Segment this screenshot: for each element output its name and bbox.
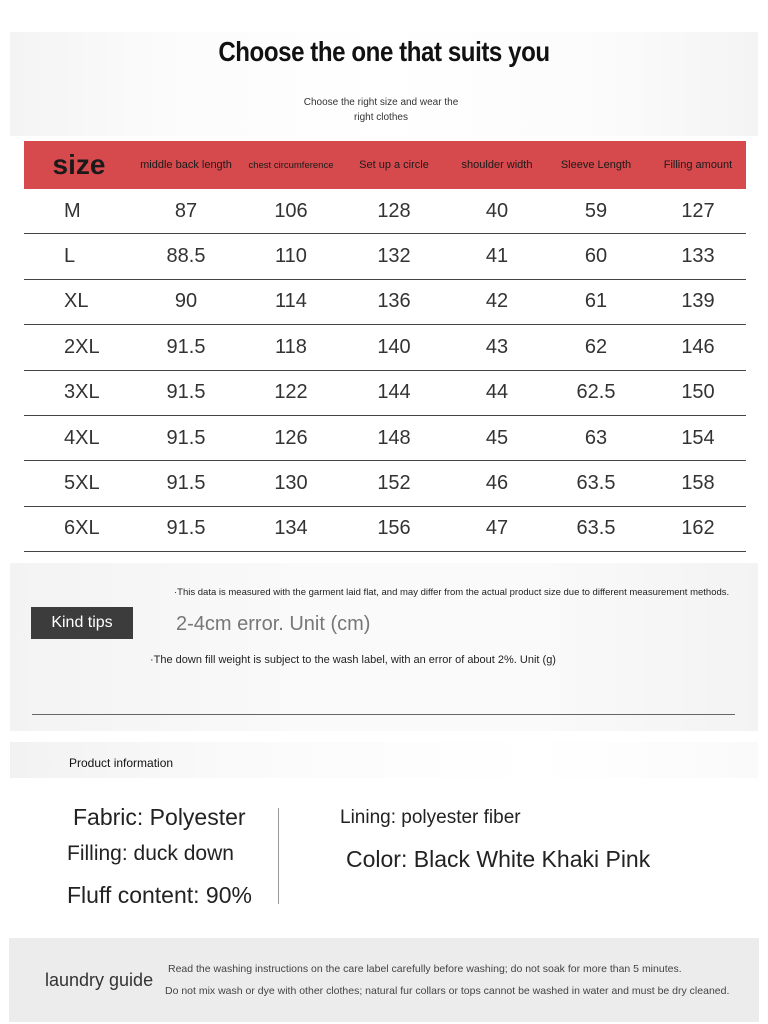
table-cell: 154 bbox=[650, 415, 746, 460]
table-cell: 46 bbox=[452, 461, 542, 506]
table-cell: 62 bbox=[542, 325, 650, 370]
table-cell: 139 bbox=[650, 279, 746, 324]
table-row bbox=[24, 325, 746, 370]
column-header-middle-back-length: middle back length bbox=[126, 141, 246, 189]
table-cell: 91.5 bbox=[126, 506, 246, 551]
table-cell: 128 bbox=[336, 189, 452, 234]
table-cell: 132 bbox=[336, 234, 452, 279]
size-cell: 4XL bbox=[24, 415, 126, 460]
table-cell: 136 bbox=[336, 279, 452, 324]
column-header-size: size bbox=[24, 141, 126, 189]
product-filling: Filling: duck down bbox=[67, 842, 234, 865]
table-cell: 133 bbox=[650, 234, 746, 279]
table-cell: 158 bbox=[650, 461, 746, 506]
table-cell: 63.5 bbox=[542, 461, 650, 506]
table-cell: 40 bbox=[452, 189, 542, 234]
table-cell: 61 bbox=[542, 279, 650, 324]
size-cell: 3XL bbox=[24, 370, 126, 415]
product-fluff-content: Fluff content: 90% bbox=[67, 882, 252, 908]
product-fabric: Fabric: Polyester bbox=[73, 804, 246, 830]
table-cell: 110 bbox=[246, 234, 336, 279]
table-cell: 146 bbox=[650, 325, 746, 370]
table-row bbox=[24, 189, 746, 234]
table-cell: 140 bbox=[336, 325, 452, 370]
table-cell: 91.5 bbox=[126, 325, 246, 370]
table-row bbox=[24, 234, 746, 279]
table-cell: 91.5 bbox=[126, 461, 246, 506]
table-cell: 43 bbox=[452, 325, 542, 370]
kind-tips-error-note: 2-4cm error. Unit (cm) bbox=[176, 613, 371, 635]
table-cell: 47 bbox=[452, 506, 542, 551]
table-cell: 150 bbox=[650, 370, 746, 415]
column-header-chest-circumference: chest circumference bbox=[246, 141, 336, 189]
kind-tips-badge: Kind tips bbox=[31, 607, 133, 639]
table-cell: 156 bbox=[336, 506, 452, 551]
product-info-divider bbox=[278, 808, 279, 904]
table-row bbox=[24, 279, 746, 324]
size-cell: L bbox=[24, 234, 126, 279]
size-cell: M bbox=[24, 189, 126, 234]
table-row bbox=[24, 461, 746, 506]
table-cell: 63 bbox=[542, 415, 650, 460]
table-header-row bbox=[24, 141, 746, 189]
table-cell: 88.5 bbox=[126, 234, 246, 279]
table-row bbox=[24, 415, 746, 460]
table-cell: 60 bbox=[542, 234, 650, 279]
table-cell: 45 bbox=[452, 415, 542, 460]
table-cell: 126 bbox=[246, 415, 336, 460]
product-lining: Lining: polyester fiber bbox=[340, 807, 521, 828]
table-cell: 118 bbox=[246, 325, 336, 370]
table-cell: 127 bbox=[650, 189, 746, 234]
size-cell: 6XL bbox=[24, 506, 126, 551]
table-cell: 130 bbox=[246, 461, 336, 506]
kind-tips-measurement-note: ·This data is measured with the garment laid flat, and may differ from the actual product size due to different measurement methods. bbox=[174, 587, 730, 598]
table-row bbox=[24, 370, 746, 415]
page-title: Choose the one that suits you bbox=[218, 36, 550, 67]
size-cell: 5XL bbox=[24, 461, 126, 506]
column-header-shoulder-width: shoulder width bbox=[452, 141, 542, 189]
table-cell: 144 bbox=[336, 370, 452, 415]
product-color: Color: Black White Khaki Pink bbox=[346, 846, 651, 872]
table-cell: 90 bbox=[126, 279, 246, 324]
page-subtitle: Choose the right size and wear the right clothes bbox=[303, 97, 459, 123]
size-cell: 2XL bbox=[24, 325, 126, 370]
kind-tips-fill-weight-note: ·The down fill weight is subject to the wash label, with an error of about 2%. Unit (g) bbox=[150, 654, 556, 666]
table-cell: 63.5 bbox=[542, 506, 650, 551]
table-cell: 91.5 bbox=[126, 370, 246, 415]
table-cell: 42 bbox=[452, 279, 542, 324]
column-header-set-up-a-circle: Set up a circle bbox=[336, 141, 452, 189]
table-cell: 106 bbox=[246, 189, 336, 234]
table-cell: 152 bbox=[336, 461, 452, 506]
table-cell: 122 bbox=[246, 370, 336, 415]
laundry-instruction-1: Read the washing instructions on the care label carefully before washing; do not soak for more than 5 minutes. bbox=[168, 963, 682, 975]
section-divider bbox=[32, 714, 735, 715]
product-info-title: Product information bbox=[69, 756, 174, 770]
table-cell: 62.5 bbox=[542, 370, 650, 415]
table-cell: 162 bbox=[650, 506, 746, 551]
table-cell: 87 bbox=[126, 189, 246, 234]
column-header-filling-amount: Filling amount bbox=[650, 141, 746, 189]
table-cell: 41 bbox=[452, 234, 542, 279]
table-cell: 59 bbox=[542, 189, 650, 234]
table-row bbox=[24, 506, 746, 551]
table-cell: 91.5 bbox=[126, 415, 246, 460]
table-cell: 44 bbox=[452, 370, 542, 415]
size-table bbox=[24, 141, 746, 552]
table-cell: 134 bbox=[246, 506, 336, 551]
column-header-sleeve-length: Sleeve Length bbox=[542, 141, 650, 189]
size-cell: XL bbox=[24, 279, 126, 324]
laundry-instruction-2: Do not mix wash or dye with other clothes; natural fur collars or tops cannot be washed in water and must be dry cleaned. bbox=[165, 985, 730, 997]
laundry-guide-label: laundry guide bbox=[45, 970, 154, 990]
table-cell: 148 bbox=[336, 415, 452, 460]
table-cell: 114 bbox=[246, 279, 336, 324]
